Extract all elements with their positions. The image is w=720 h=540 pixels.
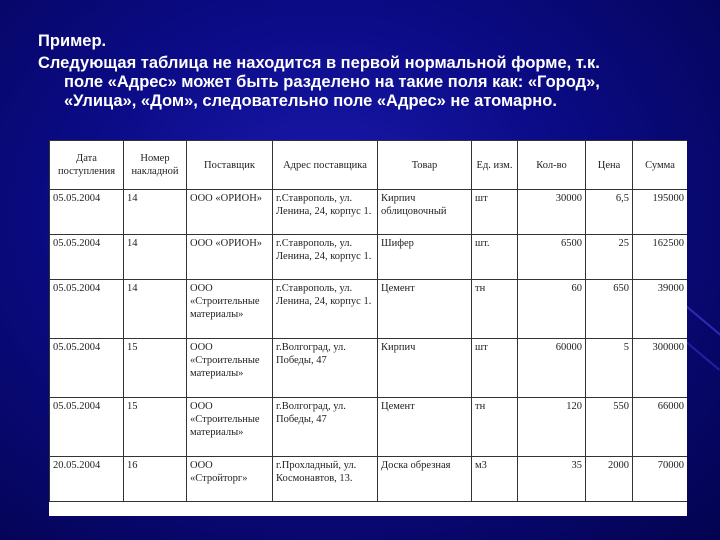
cell-product: Кирпич облицовочный [378, 190, 472, 235]
header-unit: Ед. изм. [472, 141, 518, 190]
table-row [50, 280, 688, 339]
header-price: Цена [586, 141, 633, 190]
cell-invoice-number: 14 [124, 190, 187, 235]
cell-invoice-number: 14 [124, 280, 187, 339]
cell-total: 66000 [633, 398, 688, 457]
header-supplier: Поставщик [187, 141, 273, 190]
cell-product: Цемент [378, 398, 472, 457]
cell-supplier: ООО «ОРИОН» [187, 190, 273, 235]
cell-date: 05.05.2004 [50, 280, 124, 339]
cell-address: г.Ставрополь, ул. Ленина, 24, корпус 1. [273, 190, 378, 235]
cell-date: 05.05.2004 [50, 398, 124, 457]
cell-price: 2000 [586, 457, 633, 502]
cell-unit: тн [472, 280, 518, 339]
cell-date: 05.05.2004 [50, 190, 124, 235]
cell-unit: тн [472, 398, 518, 457]
cell-product: Шифер [378, 235, 472, 280]
cell-address: г.Волгоград, ул. Победы, 47 [273, 398, 378, 457]
cell-invoice-number: 15 [124, 398, 187, 457]
cell-total: 39000 [633, 280, 688, 339]
cell-unit: м3 [472, 457, 518, 502]
table-row [50, 190, 688, 235]
cell-supplier: ООО «Строительные материалы» [187, 280, 273, 339]
cell-quantity: 60000 [518, 339, 586, 398]
cell-product: Цемент [378, 280, 472, 339]
table-row [50, 339, 688, 398]
cell-address: г.Ставрополь, ул. Ленина, 24, корпус 1. [273, 235, 378, 280]
cell-supplier: ООО «Стройторг» [187, 457, 273, 502]
cell-quantity: 6500 [518, 235, 586, 280]
header-invoice-number: Номер накладной [124, 141, 187, 190]
cell-supplier: ООО «ОРИОН» [187, 235, 273, 280]
cell-product: Доска обрезная [378, 457, 472, 502]
cell-date: 05.05.2004 [50, 235, 124, 280]
supplies-table [49, 140, 687, 502]
header-total: Сумма [633, 141, 688, 190]
cell-total: 162500 [633, 235, 688, 280]
slide-heading: Пример. [38, 32, 107, 50]
cell-address: г.Ставрополь, ул. Ленина, 24, корпус 1. [273, 280, 378, 339]
cell-invoice-number: 14 [124, 235, 187, 280]
cell-unit: шт [472, 339, 518, 398]
header-quantity: Кол-во [518, 141, 586, 190]
data-table-container [49, 140, 687, 516]
table-row [50, 457, 688, 502]
paragraph-text: Следующая таблица не находится в первой нормальной форме, т.к. поле «Адрес» может быть разделено на такие поля как: «Город», «Улица», «Дом», следовательно поле «Адрес» не атомарно. [38, 54, 600, 110]
cell-total: 195000 [633, 190, 688, 235]
header-product: Товар [378, 141, 472, 190]
cell-quantity: 35 [518, 457, 586, 502]
cell-address: г.Волгоград, ул. Победы, 47 [273, 339, 378, 398]
cell-address: г.Прохладный, ул. Космонавтов, 13. [273, 457, 378, 502]
cell-product: Кирпич [378, 339, 472, 398]
cell-price: 25 [586, 235, 633, 280]
cell-invoice-number: 15 [124, 339, 187, 398]
table-row [50, 398, 688, 457]
header-supplier-address: Адрес поставщика [273, 141, 378, 190]
cell-quantity: 60 [518, 280, 586, 339]
cell-date: 05.05.2004 [50, 339, 124, 398]
cell-supplier: ООО «Строительные материалы» [187, 398, 273, 457]
table-header-row [50, 141, 688, 190]
cell-total: 70000 [633, 457, 688, 502]
cell-unit: шт. [472, 235, 518, 280]
cell-supplier: ООО «Строительные материалы» [187, 339, 273, 398]
table-row [50, 235, 688, 280]
cell-quantity: 120 [518, 398, 586, 457]
cell-invoice-number: 16 [124, 457, 187, 502]
cell-price: 6,5 [586, 190, 633, 235]
cell-date: 20.05.2004 [50, 457, 124, 502]
cell-unit: шт [472, 190, 518, 235]
cell-total: 300000 [633, 339, 688, 398]
cell-price: 650 [586, 280, 633, 339]
cell-quantity: 30000 [518, 190, 586, 235]
slide-paragraph [38, 54, 638, 111]
cell-price: 550 [586, 398, 633, 457]
cell-price: 5 [586, 339, 633, 398]
header-date: Дата поступления [50, 141, 124, 190]
